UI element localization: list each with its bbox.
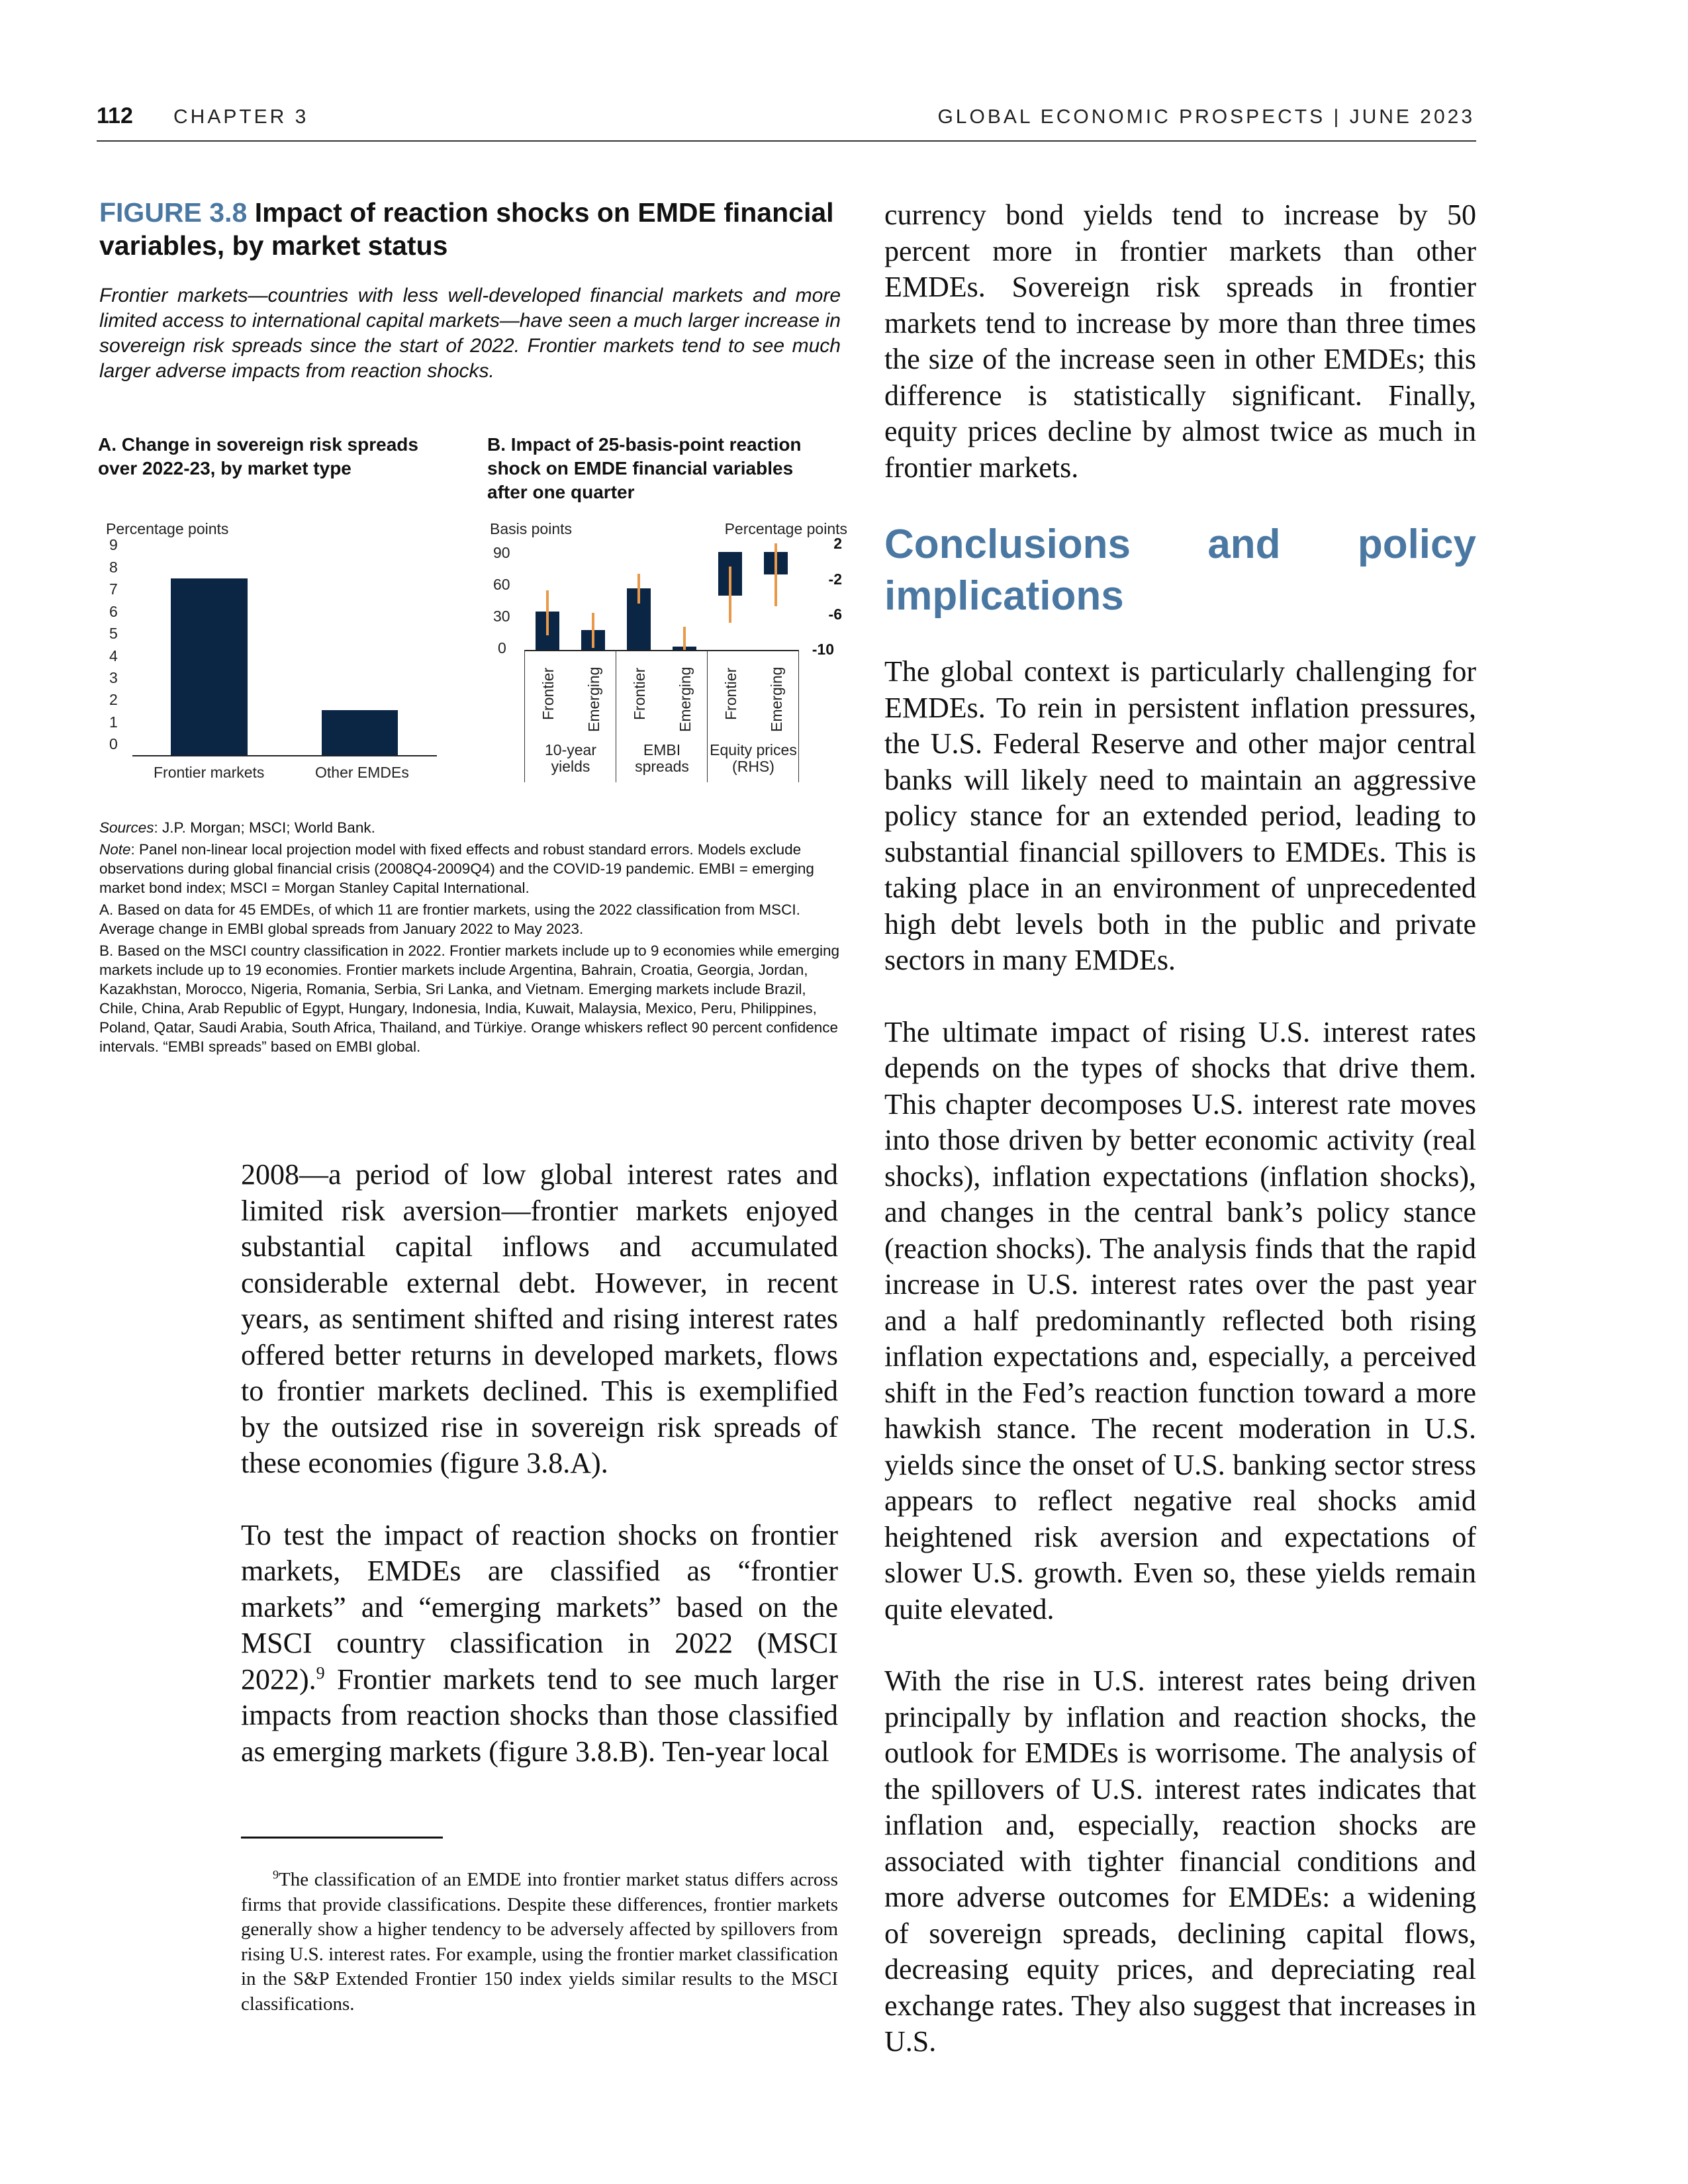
- footnote-text: The classification of an EMDE into frontier market status differs across firms that provide classifications. Despite these differences, frontier markets generally show a higher tendency to be adversely affected by spillovers from rising U.S. interest rates. For example, using the frontier market classification in the S&P Extended Frontier 150 index yields similar results to the MSCI classifications.: [241, 1869, 838, 2015]
- x-label-frontier: Frontier markets: [154, 764, 265, 781]
- sources-line: [99, 818, 841, 837]
- y-tick-left: 90: [493, 544, 510, 561]
- bar-label: Emerging: [768, 666, 785, 732]
- panel-b-chart: [483, 520, 847, 785]
- figure-number: FIGURE 3.8: [99, 197, 248, 228]
- bar-label: Emerging: [677, 666, 694, 732]
- x-label-other: Other EMDEs: [315, 764, 409, 781]
- footnote: [241, 1868, 838, 2017]
- y-tick-left: 0: [498, 639, 506, 657]
- header-divider: [97, 140, 1476, 142]
- body-paragraph: [241, 1518, 838, 1770]
- panel-a-title: A. Change in sovereign risk spreads over 2022-23, by market type: [98, 434, 418, 478]
- whisker-frontier-embi: [637, 574, 640, 604]
- panel-b-ylabel-left: Basis points: [490, 520, 573, 537]
- body-paragraph: The ultimate impact of rising U.S. interest rates depends on the types of shocks that drive them. This chapter decomposes U.S. interest rate moves into those driven by better economic activity (real shocks), inflation expectations (inflation shocks), and changes in the central bank’s policy stance (reaction shocks). The analysis finds that the rapid increase in U.S. interest rates over the past year and a half predominantly reflected both rising inflation expectations and, especially, a perceived shift in the Fed’s reaction function toward a more hawkish stance. The recent moderation in U.S. yields since the onset of U.S. banking sector stress appears to reflect negative real shocks amid heightened risk aversion and expectations of slower U.S. growth. Even so, these yields remain quite elevated.: [884, 1015, 1476, 1625]
- page-number: 112: [97, 103, 133, 128]
- bar-frontier-markets: [171, 578, 248, 755]
- y-tick: 3: [109, 669, 118, 686]
- y-tick: 5: [109, 625, 118, 642]
- figure-title: [99, 196, 841, 262]
- bar-label: Emerging: [585, 666, 602, 732]
- note-text: : Panel non-linear local projection model with fixed effects and robust standard errors. Models exclude observations during global financial crisis (2008Q4-2009Q4) and the COVID-19 pandemic. EMBI = emerging market bond index; MSCI = Morgan Stanley Capital International.: [99, 841, 814, 896]
- whisker-frontier-10y: [546, 590, 549, 635]
- whisker-emerging-10y: [592, 613, 594, 648]
- y-tick-left: 60: [493, 576, 510, 593]
- whisker-frontier-equity: [729, 567, 731, 623]
- publication-title: GLOBAL ECONOMIC PROSPECTS | JUNE 2023: [937, 106, 1475, 128]
- y-tick-right: -6: [828, 606, 842, 623]
- panel-b-title: B. Impact of 25-basis-point reaction shock on EMDE financial variables after one quarter: [487, 434, 802, 502]
- note-line: [99, 840, 841, 897]
- paragraph-text: Frontier markets tend to see much larger impacts from reaction shocks than those classified as emerging markets (figure 3.8.B). Ten-year local: [241, 1662, 838, 1768]
- panel-a-ylabel: Percentage points: [106, 520, 229, 537]
- x-axis-line: [132, 755, 437, 756]
- y-tick: 0: [109, 735, 118, 752]
- figure-notes: [99, 818, 841, 1059]
- section-heading: Conclusions and policy implications: [884, 522, 1476, 619]
- y-tick: 8: [109, 559, 118, 576]
- panel-b-ylabel-right: Percentage points: [724, 520, 847, 537]
- left-column-body: [241, 1157, 838, 1805]
- group-label-10y: 10-year yields: [545, 741, 596, 775]
- bar-label: Frontier: [631, 667, 648, 720]
- figure-description: Frontier markets—countries with less well-developed financial markets and more limited access to international capital markets—have seen a much larger increase in sovereign risk spreads since the start of 2022. Frontier markets tend to see much larger adverse impacts from reaction shocks.: [99, 285, 841, 382]
- y-tick-right: -2: [828, 570, 842, 588]
- whisker-emerging-embi: [683, 627, 686, 650]
- bar-label: Frontier: [539, 667, 557, 720]
- y-tick: 6: [109, 603, 118, 620]
- whisker-emerging-equity: [774, 543, 777, 606]
- footnote-divider: [241, 1837, 443, 1839]
- sources-text: : J.P. Morgan; MSCI; World Bank.: [154, 819, 375, 836]
- note-label: Note: [99, 841, 131, 858]
- group-divider: [798, 650, 799, 782]
- y-tick: 1: [109, 713, 118, 731]
- y-tick: 9: [109, 536, 118, 553]
- panel-a-chart: [99, 520, 457, 785]
- group-divider: [707, 650, 708, 782]
- sources-label: Sources: [99, 819, 154, 836]
- y-tick-left: 30: [493, 608, 510, 625]
- bar-label: Frontier: [722, 667, 739, 720]
- note-a: A. Based on data for 45 EMDEs, of which 11 are frontier markets, using the 2022 classification from MSCI. Average change in EMBI global spreads from January 2022 to May 2023.: [99, 901, 800, 937]
- group-divider: [524, 650, 525, 782]
- x-axis-line: [524, 650, 798, 651]
- body-paragraph: 2008—a period of low global interest rates and limited risk aversion—frontier markets enjoyed substantial capital inflows and accumulated considerable external debt. However, in recent years, as sentiment shifted and rising interest rates offered better returns in developed markets, flows to frontier markets declined. This is exemplified by the outsized rise in sovereign risk spreads of these economies (figure 3.8.A).: [241, 1158, 838, 1479]
- y-tick-right: -10: [812, 641, 834, 658]
- y-tick-right: 2: [833, 535, 842, 552]
- figure-title-text: Impact of reaction shocks on EMDE financial variables, by market status: [99, 197, 834, 261]
- note-b: B. Based on the MSCI country classification in 2022. Frontier markets include up to 9 economies while emerging markets include up to 19 economies. Frontier markets include Argentina, Bahrain, Croatia, Georgia, Jordan, Kazakhstan, Morocco, Nigeria, Romania, Serbia, Sri Lanka, and Vietnam. Emerging markets include Brazil, Chile, China, Arab Republic of Egypt, Hungary, Indonesia, India, Kuwait, Malaysia, Mexico, Peru, Philippines, Poland, Qatar, Saudi Arabia, South Africa, Thailand, and Türkiye. Orange whiskers reflect 90 percent confidence intervals. “EMBI spreads” based on EMBI global.: [99, 942, 840, 1055]
- body-paragraph: The global context is particularly challenging for EMDEs. To rein in persistent inflation pressures, the U.S. Federal Reserve and other major central banks will likely need to maintain an aggressive policy stance for an extended period, leading to substantial financial spillovers to EMDEs. This is taking place in an environment of unprecedented high debt levels both in the public and private sectors in many EMDEs.: [884, 655, 1476, 976]
- y-tick: 7: [109, 580, 118, 598]
- footnote-number: 9: [273, 1868, 279, 1882]
- group-label-embi: EMBI spreads: [635, 741, 689, 775]
- body-paragraph: With the rise in U.S. interest rates being driven principally by inflation and reaction shocks, the outlook for EMDEs is worrisome. The analysis of the spillovers of U.S. interest rates indicates that inflation and, especially, reaction shocks are associated with tighter financial conditions and more adverse outcomes for EMDEs: a widening of sovereign spreads, declining capital flows, decreasing equity prices, and depreciating real exchange rates. They also suggest that increases in U.S.: [884, 1664, 1476, 2058]
- group-label-equity: Equity prices (RHS): [710, 741, 797, 775]
- right-column-body: [884, 197, 1476, 2096]
- chapter-label: CHAPTER 3: [173, 106, 309, 128]
- body-paragraph: currency bond yields tend to increase by 50 percent more in frontier markets than other EMDEs. Sovereign risk spreads in frontier markets tend to increase by more than three times the size of the increase seen in other EMDEs; this difference is statistically significant. Finally, equity prices decline by almost twice as much in frontier markets.: [884, 199, 1476, 484]
- footnote-ref[interactable]: 9: [316, 1662, 325, 1682]
- paragraph-text: To test the impact of reaction shocks on frontier markets, EMDEs are classified as “frontier markets” and “emerging markets” based on the MSCI country classification in 2022 (MSCI 2022).: [241, 1518, 838, 1696]
- y-tick: 4: [109, 647, 118, 664]
- bar-other-emdes: [322, 710, 398, 755]
- y-tick: 2: [109, 691, 118, 708]
